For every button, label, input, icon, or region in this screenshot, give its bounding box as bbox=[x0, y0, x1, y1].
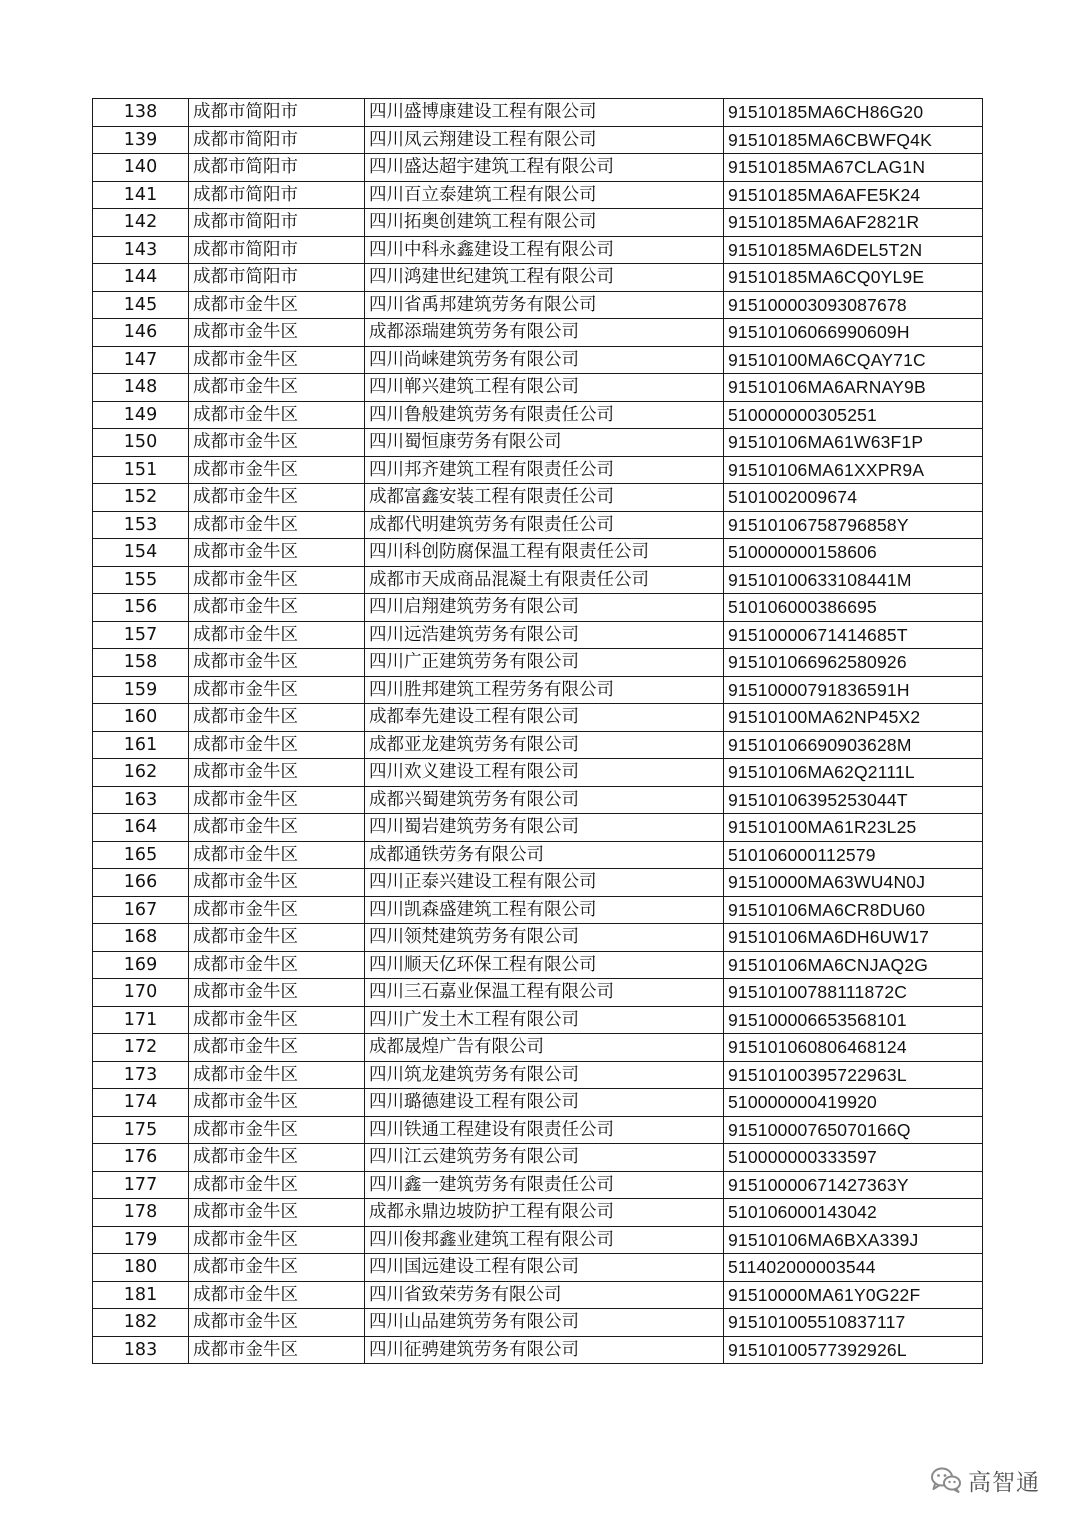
region-cell: 成都市金牛区 bbox=[189, 869, 365, 897]
region-cell: 成都市金牛区 bbox=[189, 704, 365, 732]
region-cell: 成都市金牛区 bbox=[189, 1116, 365, 1144]
table-body bbox=[93, 99, 983, 1364]
region-cell: 成都市简阳市 bbox=[189, 154, 365, 182]
row-number: 145 bbox=[93, 291, 189, 319]
row-number: 181 bbox=[93, 1281, 189, 1309]
credit-code-cell: 510000000305251 bbox=[724, 401, 983, 429]
credit-code-cell: 91510185MA6CQ0YL9E bbox=[724, 264, 983, 292]
row-number: 177 bbox=[93, 1171, 189, 1199]
credit-code-cell: 91510000791836591H bbox=[724, 676, 983, 704]
table-row bbox=[93, 484, 983, 512]
row-number: 156 bbox=[93, 594, 189, 622]
region-cell: 成都市金牛区 bbox=[189, 731, 365, 759]
credit-code-cell: 510106000143042 bbox=[724, 1199, 983, 1227]
row-number: 142 bbox=[93, 209, 189, 237]
table-row bbox=[93, 291, 983, 319]
company-name-cell: 四川蜀恒康劳务有限公司 bbox=[365, 429, 724, 457]
row-number: 158 bbox=[93, 649, 189, 677]
region-cell: 成都市金牛区 bbox=[189, 291, 365, 319]
table-row bbox=[93, 704, 983, 732]
credit-code-cell: 91510185MA6CBWFQ4K bbox=[724, 126, 983, 154]
row-number: 139 bbox=[93, 126, 189, 154]
region-cell: 成都市金牛区 bbox=[189, 896, 365, 924]
table-row bbox=[93, 154, 983, 182]
credit-code-cell: 91510106395253044T bbox=[724, 786, 983, 814]
company-name-cell: 成都富鑫安装工程有限责任公司 bbox=[365, 484, 724, 512]
table-row bbox=[93, 1199, 983, 1227]
table-row bbox=[93, 1254, 983, 1282]
table-row bbox=[93, 511, 983, 539]
credit-code-cell: 91510100788111872C bbox=[724, 979, 983, 1007]
credit-code-cell: 91510106MA6DH6UW17 bbox=[724, 924, 983, 952]
row-number: 168 bbox=[93, 924, 189, 952]
row-number: 167 bbox=[93, 896, 189, 924]
credit-code-cell: 510000000333597 bbox=[724, 1144, 983, 1172]
credit-code-cell: 91510000671427363Y bbox=[724, 1171, 983, 1199]
region-cell: 成都市金牛区 bbox=[189, 676, 365, 704]
region-cell: 成都市金牛区 bbox=[189, 401, 365, 429]
company-name-cell: 四川百立泰建筑工程有限公司 bbox=[365, 181, 724, 209]
row-number: 149 bbox=[93, 401, 189, 429]
table-row bbox=[93, 319, 983, 347]
row-number: 173 bbox=[93, 1061, 189, 1089]
region-cell: 成都市简阳市 bbox=[189, 126, 365, 154]
table-row bbox=[93, 1061, 983, 1089]
table-row bbox=[93, 236, 983, 264]
row-number: 180 bbox=[93, 1254, 189, 1282]
credit-code-cell: 91510185MA6AFE5K24 bbox=[724, 181, 983, 209]
credit-code-cell: 91510106MA6CNJAQ2G bbox=[724, 951, 983, 979]
company-registry-table bbox=[92, 98, 983, 1364]
region-cell: 成都市金牛区 bbox=[189, 1281, 365, 1309]
company-name-cell: 成都兴蜀建筑劳务有限公司 bbox=[365, 786, 724, 814]
row-number: 175 bbox=[93, 1116, 189, 1144]
row-number: 138 bbox=[93, 99, 189, 127]
credit-code-cell: 915100006653568101 bbox=[724, 1006, 983, 1034]
table-row bbox=[93, 1226, 983, 1254]
table-row bbox=[93, 869, 983, 897]
company-name-cell: 四川欢义建设工程有限公司 bbox=[365, 759, 724, 787]
credit-code-cell: 91510000MA61Y0G22F bbox=[724, 1281, 983, 1309]
region-cell: 成都市金牛区 bbox=[189, 1254, 365, 1282]
company-name-cell: 四川邦齐建筑工程有限责任公司 bbox=[365, 456, 724, 484]
company-name-cell: 四川远浩建筑劳务有限公司 bbox=[365, 621, 724, 649]
credit-code-cell: 91510100MA61R23L25 bbox=[724, 814, 983, 842]
row-number: 163 bbox=[93, 786, 189, 814]
credit-code-cell: 915100003093087678 bbox=[724, 291, 983, 319]
company-name-cell: 四川中科永鑫建设工程有限公司 bbox=[365, 236, 724, 264]
credit-code-cell: 511402000003544 bbox=[724, 1254, 983, 1282]
table-row bbox=[93, 99, 983, 127]
credit-code-cell: 510106000386695 bbox=[724, 594, 983, 622]
table-row bbox=[93, 649, 983, 677]
row-number: 164 bbox=[93, 814, 189, 842]
credit-code-cell: 915101066962580926 bbox=[724, 649, 983, 677]
region-cell: 成都市简阳市 bbox=[189, 236, 365, 264]
region-cell: 成都市金牛区 bbox=[189, 979, 365, 1007]
table-row bbox=[93, 1089, 983, 1117]
row-number: 155 bbox=[93, 566, 189, 594]
table-row bbox=[93, 979, 983, 1007]
table-row bbox=[93, 1034, 983, 1062]
row-number: 178 bbox=[93, 1199, 189, 1227]
table-row bbox=[93, 841, 983, 869]
row-number: 143 bbox=[93, 236, 189, 264]
region-cell: 成都市金牛区 bbox=[189, 1336, 365, 1364]
table-row bbox=[93, 126, 983, 154]
region-cell: 成都市金牛区 bbox=[189, 814, 365, 842]
row-number: 179 bbox=[93, 1226, 189, 1254]
region-cell: 成都市金牛区 bbox=[189, 1226, 365, 1254]
company-name-cell: 四川璐德建设工程有限公司 bbox=[365, 1089, 724, 1117]
credit-code-cell: 5101002009674 bbox=[724, 484, 983, 512]
row-number: 171 bbox=[93, 1006, 189, 1034]
row-number: 169 bbox=[93, 951, 189, 979]
credit-code-cell: 91510000671414685T bbox=[724, 621, 983, 649]
credit-code-cell: 91510106MA6ARNAY9B bbox=[724, 374, 983, 402]
region-cell: 成都市金牛区 bbox=[189, 621, 365, 649]
row-number: 166 bbox=[93, 869, 189, 897]
company-name-cell: 成都代明建筑劳务有限责任公司 bbox=[365, 511, 724, 539]
company-name-cell: 四川蜀岩建筑劳务有限公司 bbox=[365, 814, 724, 842]
row-number: 140 bbox=[93, 154, 189, 182]
company-name-cell: 四川拓奥创建筑工程有限公司 bbox=[365, 209, 724, 237]
row-number: 160 bbox=[93, 704, 189, 732]
region-cell: 成都市金牛区 bbox=[189, 786, 365, 814]
row-number: 165 bbox=[93, 841, 189, 869]
region-cell: 成都市金牛区 bbox=[189, 1034, 365, 1062]
credit-code-cell: 91510185MA67CLAG1N bbox=[724, 154, 983, 182]
credit-code-cell: 510000000419920 bbox=[724, 1089, 983, 1117]
region-cell: 成都市金牛区 bbox=[189, 951, 365, 979]
credit-code-cell: 91510100MA6CQAY71C bbox=[724, 346, 983, 374]
company-name-cell: 四川省致荣劳务有限公司 bbox=[365, 1281, 724, 1309]
table-row bbox=[93, 676, 983, 704]
row-number: 182 bbox=[93, 1309, 189, 1337]
table-row bbox=[93, 346, 983, 374]
row-number: 170 bbox=[93, 979, 189, 1007]
region-cell: 成都市金牛区 bbox=[189, 1144, 365, 1172]
company-name-cell: 四川铁通工程建设有限责任公司 bbox=[365, 1116, 724, 1144]
table-row bbox=[93, 814, 983, 842]
table-row bbox=[93, 181, 983, 209]
region-cell: 成都市金牛区 bbox=[189, 539, 365, 567]
credit-code-cell: 91510185MA6CH86G20 bbox=[724, 99, 983, 127]
region-cell: 成都市简阳市 bbox=[189, 99, 365, 127]
company-name-cell: 四川鸿建世纪建筑工程有限公司 bbox=[365, 264, 724, 292]
table-row bbox=[93, 786, 983, 814]
row-number: 161 bbox=[93, 731, 189, 759]
company-name-cell: 四川江云建筑劳务有限公司 bbox=[365, 1144, 724, 1172]
credit-code-cell: 91510100MA62NP45X2 bbox=[724, 704, 983, 732]
company-name-cell: 四川征骋建筑劳务有限公司 bbox=[365, 1336, 724, 1364]
company-name-cell: 成都添瑞建筑劳务有限公司 bbox=[365, 319, 724, 347]
region-cell: 成都市金牛区 bbox=[189, 319, 365, 347]
credit-code-cell: 91510106MA61W63F1P bbox=[724, 429, 983, 457]
table-row bbox=[93, 209, 983, 237]
company-name-cell: 四川鲁般建筑劳务有限责任公司 bbox=[365, 401, 724, 429]
company-name-cell: 四川正泰兴建设工程有限公司 bbox=[365, 869, 724, 897]
region-cell: 成都市金牛区 bbox=[189, 594, 365, 622]
row-number: 141 bbox=[93, 181, 189, 209]
table-row bbox=[93, 374, 983, 402]
company-name-cell: 四川启翔建筑劳务有限公司 bbox=[365, 594, 724, 622]
company-name-cell: 四川凤云翔建设工程有限公司 bbox=[365, 126, 724, 154]
company-name-cell: 四川尚崃建筑劳务有限公司 bbox=[365, 346, 724, 374]
region-cell: 成都市简阳市 bbox=[189, 209, 365, 237]
table-row bbox=[93, 1171, 983, 1199]
region-cell: 成都市金牛区 bbox=[189, 429, 365, 457]
table-row bbox=[93, 456, 983, 484]
company-name-cell: 四川筑龙建筑劳务有限公司 bbox=[365, 1061, 724, 1089]
company-name-cell: 成都市天成商品混凝土有限责任公司 bbox=[365, 566, 724, 594]
region-cell: 成都市金牛区 bbox=[189, 566, 365, 594]
region-cell: 成都市金牛区 bbox=[189, 346, 365, 374]
company-name-cell: 四川盛博康建设工程有限公司 bbox=[365, 99, 724, 127]
row-number: 152 bbox=[93, 484, 189, 512]
table-row bbox=[93, 539, 983, 567]
row-number: 150 bbox=[93, 429, 189, 457]
region-cell: 成都市金牛区 bbox=[189, 374, 365, 402]
credit-code-cell: 91510000MA63WU4N0J bbox=[724, 869, 983, 897]
region-cell: 成都市金牛区 bbox=[189, 1061, 365, 1089]
region-cell: 成都市金牛区 bbox=[189, 456, 365, 484]
table-row bbox=[93, 951, 983, 979]
company-name-cell: 成都晟煌广告有限公司 bbox=[365, 1034, 724, 1062]
region-cell: 成都市金牛区 bbox=[189, 511, 365, 539]
credit-code-cell: 91510106MA6CR8DU60 bbox=[724, 896, 983, 924]
company-name-cell: 四川科创防腐保温工程有限责任公司 bbox=[365, 539, 724, 567]
row-number: 176 bbox=[93, 1144, 189, 1172]
table-row bbox=[93, 401, 983, 429]
company-name-cell: 四川领梵建筑劳务有限公司 bbox=[365, 924, 724, 952]
region-cell: 成都市金牛区 bbox=[189, 1089, 365, 1117]
table-row bbox=[93, 1006, 983, 1034]
table-row bbox=[93, 1144, 983, 1172]
company-name-cell: 四川顺天亿环保工程有限公司 bbox=[365, 951, 724, 979]
region-cell: 成都市金牛区 bbox=[189, 1309, 365, 1337]
credit-code-cell: 91510000765070166Q bbox=[724, 1116, 983, 1144]
region-cell: 成都市金牛区 bbox=[189, 484, 365, 512]
credit-code-cell: 91510106758796858Y bbox=[724, 511, 983, 539]
row-number: 148 bbox=[93, 374, 189, 402]
company-name-cell: 四川三石嘉业保温工程有限公司 bbox=[365, 979, 724, 1007]
company-name-cell: 四川国远建设工程有限公司 bbox=[365, 1254, 724, 1282]
row-number: 147 bbox=[93, 346, 189, 374]
table-row bbox=[93, 1281, 983, 1309]
company-name-cell: 四川省禹邦建筑劳务有限公司 bbox=[365, 291, 724, 319]
table-row bbox=[93, 429, 983, 457]
row-number: 153 bbox=[93, 511, 189, 539]
table-row bbox=[93, 264, 983, 292]
row-number: 154 bbox=[93, 539, 189, 567]
credit-code-cell: 915101005510837117 bbox=[724, 1309, 983, 1337]
credit-code-cell: 510000000158606 bbox=[724, 539, 983, 567]
company-name-cell: 四川鑫一建筑劳务有限责任公司 bbox=[365, 1171, 724, 1199]
table-row bbox=[93, 731, 983, 759]
region-cell: 成都市金牛区 bbox=[189, 649, 365, 677]
watermark-text: 高智通 bbox=[968, 1469, 1040, 1496]
credit-code-cell: 91510106MA6BXA339J bbox=[724, 1226, 983, 1254]
credit-code-cell: 91510100395722963L bbox=[724, 1061, 983, 1089]
table-row bbox=[93, 1336, 983, 1364]
row-number: 159 bbox=[93, 676, 189, 704]
row-number: 162 bbox=[93, 759, 189, 787]
row-number: 144 bbox=[93, 264, 189, 292]
credit-code-cell: 91510100633108441M bbox=[724, 566, 983, 594]
table-row bbox=[93, 759, 983, 787]
credit-code-cell: 510106000112579 bbox=[724, 841, 983, 869]
credit-code-cell: 91510185MA6AF2821R bbox=[724, 209, 983, 237]
credit-code-cell: 915101060806468124 bbox=[724, 1034, 983, 1062]
company-name-cell: 四川俊邦鑫业建筑工程有限公司 bbox=[365, 1226, 724, 1254]
credit-code-cell: 91510106MA61XXPR9A bbox=[724, 456, 983, 484]
credit-code-cell: 91510106MA62Q2111L bbox=[724, 759, 983, 787]
region-cell: 成都市简阳市 bbox=[189, 181, 365, 209]
credit-code-cell: 91510106066990609H bbox=[724, 319, 983, 347]
table-row bbox=[93, 621, 983, 649]
region-cell: 成都市金牛区 bbox=[189, 1006, 365, 1034]
table-row bbox=[93, 1309, 983, 1337]
region-cell: 成都市金牛区 bbox=[189, 759, 365, 787]
watermark bbox=[930, 1462, 1040, 1498]
region-cell: 成都市金牛区 bbox=[189, 1171, 365, 1199]
company-name-cell: 成都永鼎边坡防护工程有限公司 bbox=[365, 1199, 724, 1227]
credit-code-cell: 91510185MA6DEL5T2N bbox=[724, 236, 983, 264]
company-name-cell: 成都亚龙建筑劳务有限公司 bbox=[365, 731, 724, 759]
table-row bbox=[93, 1116, 983, 1144]
registry-sheet bbox=[92, 98, 982, 1364]
credit-code-cell: 91510100577392926L bbox=[724, 1336, 983, 1364]
company-name-cell: 四川广发土木工程有限公司 bbox=[365, 1006, 724, 1034]
company-name-cell: 四川广正建筑劳务有限公司 bbox=[365, 649, 724, 677]
credit-code-cell: 91510106690903628M bbox=[724, 731, 983, 759]
region-cell: 成都市金牛区 bbox=[189, 924, 365, 952]
table-row bbox=[93, 594, 983, 622]
company-name-cell: 成都通铁劳务有限公司 bbox=[365, 841, 724, 869]
row-number: 146 bbox=[93, 319, 189, 347]
region-cell: 成都市金牛区 bbox=[189, 841, 365, 869]
region-cell: 成都市金牛区 bbox=[189, 1199, 365, 1227]
company-name-cell: 四川郸兴建筑工程有限公司 bbox=[365, 374, 724, 402]
company-name-cell: 四川凯森盛建筑工程有限公司 bbox=[365, 896, 724, 924]
row-number: 174 bbox=[93, 1089, 189, 1117]
row-number: 183 bbox=[93, 1336, 189, 1364]
region-cell: 成都市简阳市 bbox=[189, 264, 365, 292]
row-number: 151 bbox=[93, 456, 189, 484]
company-name-cell: 成都奉先建设工程有限公司 bbox=[365, 704, 724, 732]
table-row bbox=[93, 924, 983, 952]
company-name-cell: 四川盛达超宇建筑工程有限公司 bbox=[365, 154, 724, 182]
table-row bbox=[93, 566, 983, 594]
table-row bbox=[93, 896, 983, 924]
row-number: 172 bbox=[93, 1034, 189, 1062]
company-name-cell: 四川胜邦建筑工程劳务有限公司 bbox=[365, 676, 724, 704]
wechat-icon bbox=[930, 1466, 962, 1494]
row-number: 157 bbox=[93, 621, 189, 649]
company-name-cell: 四川山品建筑劳务有限公司 bbox=[365, 1309, 724, 1337]
